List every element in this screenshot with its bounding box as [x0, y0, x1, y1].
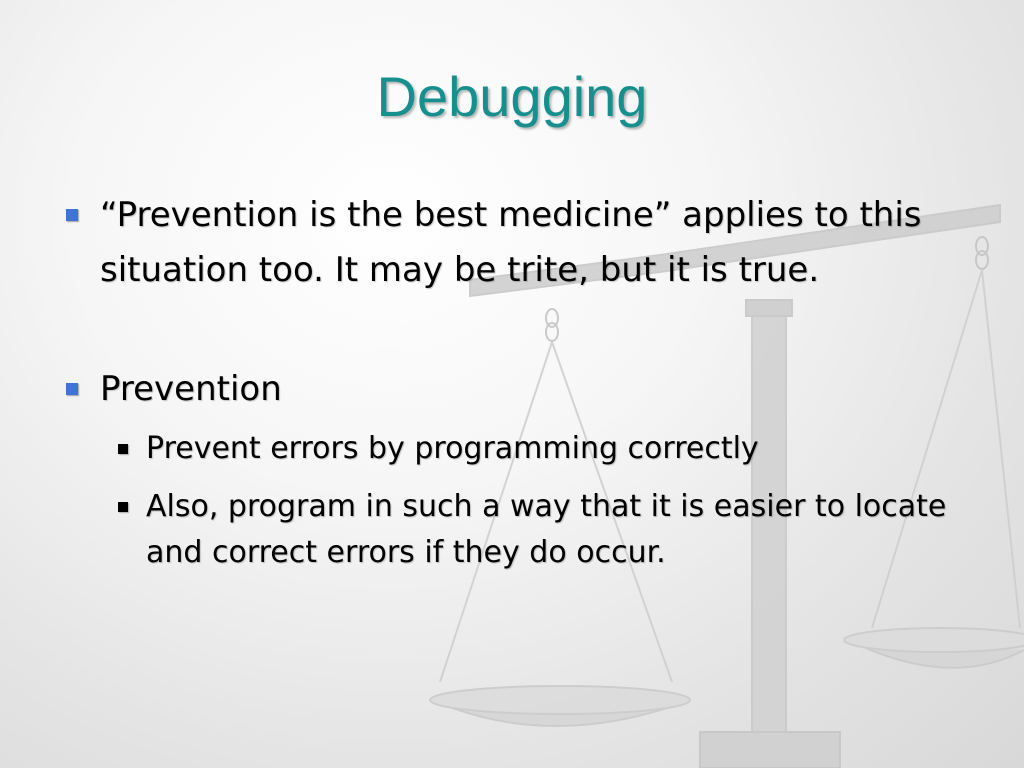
slide-title: Debugging — [376, 65, 648, 128]
bullet-level2-prevent-errors — [116, 426, 976, 472]
bullet-text: Prevention — [100, 369, 282, 409]
square-bullet-icon — [116, 426, 146, 472]
square-bullet-icon — [116, 484, 146, 530]
bullet-level1-quote — [64, 188, 964, 298]
square-bullet-icon — [64, 188, 100, 243]
bullet-text: “Prevention is the best medicine” applies to this situation too. It may be trite, but it is true. — [100, 195, 922, 290]
bullet-text: Also, program in such a way that it is easier to locate and correct errors if they do occur. — [146, 489, 947, 570]
bullet-level1-prevention — [64, 362, 964, 417]
bullet-text: Prevent errors by programming correctly — [146, 431, 759, 466]
bullet-level2-also-program — [116, 484, 966, 576]
square-bullet-icon — [64, 362, 100, 417]
